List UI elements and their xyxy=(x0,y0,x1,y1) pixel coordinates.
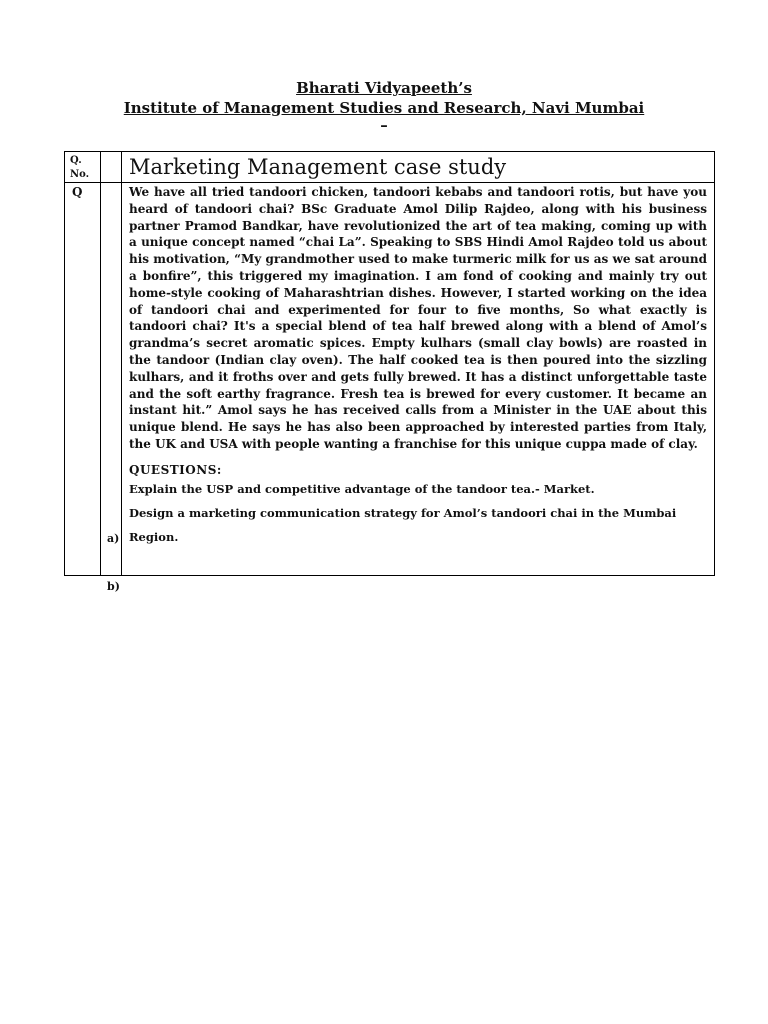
question-row xyxy=(65,183,715,576)
case-study-title: Marketing Management case study xyxy=(129,155,507,179)
institution-name: Bharati Vidyapeeth’s xyxy=(296,79,472,97)
institute-full-name: Institute of Management Studies and Research, Navi Mumbai xyxy=(123,99,645,117)
questions-heading: QUESTIONS: xyxy=(129,462,222,477)
sub-label-a: a) xyxy=(107,532,120,545)
content-cell xyxy=(122,183,715,576)
case-study-table xyxy=(64,151,715,593)
question-a: Explain the USP and competitive advantage of the tandoor tea.- Market. xyxy=(129,481,595,496)
title-cell xyxy=(122,152,715,183)
sub-label-b: b) xyxy=(107,580,120,593)
table-header-row xyxy=(65,152,715,183)
sub-label-column xyxy=(101,183,121,593)
header-dash: – xyxy=(380,116,388,134)
qno-header-cell xyxy=(65,152,101,183)
document-header xyxy=(0,78,768,132)
sub-label-cell xyxy=(101,183,122,593)
case-text: We have all tried tandoori chicken, tandoori kebabs and tandoori rotis, but have you heard of tandoori chai? BSc Graduate Amol Dilip Rajdeo, along with his business partner Pramod Bandkar, have revolutionized the art of tea making, coming up with a unique concept named “chai La”. Speaking to SBS Hindi Amol Rajdeo told us about his motivation, “My grandmother used to make turmeric milk for us as we sat around a bonfire”, this triggered my imagination. I am fond of cooking and mainly try out home-style cooking of Maharashtrian dishes. However, I started working on the idea of tandoori chai and experimented for four to five months, So what exactly is tandoori chai? It's a special blend of tea half brewed along with a blend of Amol’s grandma’s secret aromatic spices. Empty kulhars (small clay bowls) are roasted in the tandoor (Indian clay oven). The half cooked tea is then poured into the sizzling kulhars, and it froths over and gets fully brewed. It has a distinct unforgettable taste and the soft earthy fragrance. Fresh tea is brewed for every customer. It became an instant hit.” Amol says he has received calls from a Minister in the UAE about this unique blend. He says he has also been approached by interested parties from Italy, the UK and USA with people wanting a franchise for this unique cuppa made of clay. xyxy=(129,185,707,451)
q-cell xyxy=(65,183,101,576)
qno-label: Q. No. xyxy=(70,155,90,180)
q-label: Q xyxy=(72,185,83,199)
question-b: Design a marketing communication strategy for Amol’s tandoori chai in the Mumbai Region. xyxy=(129,505,677,544)
sub-header-cell xyxy=(101,152,122,183)
